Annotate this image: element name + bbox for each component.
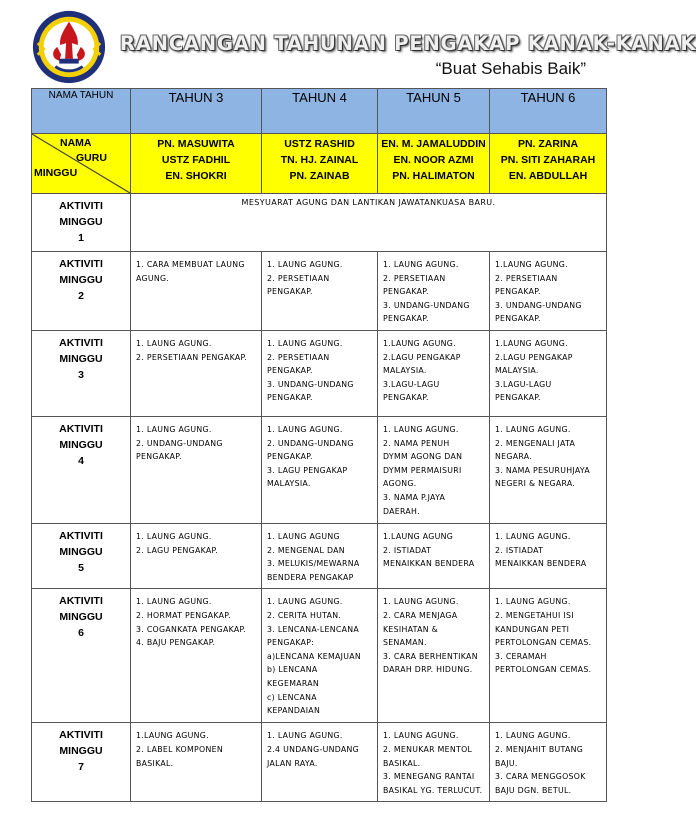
week-label-line: MINGGU — [59, 353, 103, 365]
activity-line: DYMM AGONG DAN — [383, 452, 463, 462]
week-label-line: MINGGU — [59, 546, 103, 558]
week-label-line: 1 — [78, 232, 84, 244]
week-label-line: MINGGU — [59, 216, 103, 228]
activity-line: 1.LAUNG AGUNG. — [136, 731, 209, 741]
activity-line: 2.LAGU PENGAKAP — [383, 352, 461, 362]
activity-line: 2. MENGENALI JATA — [495, 438, 576, 448]
week-label-line: 5 — [78, 562, 84, 574]
activity-line: MALAYSIA. — [267, 479, 311, 489]
year-header-row — [32, 89, 607, 134]
activity-cell-year-4 — [262, 331, 378, 417]
activity-line: PENGAKAP. — [495, 287, 541, 297]
activity-line: 3. CERAMAH — [495, 651, 547, 661]
activity-line: 2. MENGENAL DAN — [267, 545, 345, 555]
week-row-5 — [32, 524, 607, 589]
activity-line: 2. NAMA PENUH — [383, 438, 450, 448]
activity-cell-year-5 — [378, 723, 490, 802]
activity-line: 2. PERSETIAAN — [495, 273, 558, 283]
activity-line: NEGERI & NEGARA. — [495, 479, 576, 489]
activity-line: PENGAKAP. — [383, 314, 429, 324]
activity-cell-year-6 — [490, 252, 607, 331]
activity-line: KANDUNGAN PETI — [495, 624, 570, 634]
activity-cell-year-6 — [490, 524, 607, 589]
activity-line: 4. BAJU PENGAKAP. — [136, 638, 216, 648]
week-label-line: AKTIVITI — [59, 423, 103, 435]
activity-line: MENAIKKAN BENDERA — [495, 559, 587, 569]
activity-line: PENGAKAP. — [383, 287, 429, 297]
activity-line: 2. MENUKAR MENTOL — [383, 744, 473, 754]
week-label-line: AKTIVITI — [59, 595, 103, 608]
activity-line: 1. LAUNG AGUNG — [267, 532, 340, 541]
teacher-name: EN. NOOR AZMI — [393, 154, 474, 166]
activity-line: PERTOLONGAN CEMAS. — [495, 665, 592, 675]
corner-label-nama: NAMA — [60, 137, 92, 149]
activity-line: 1. LAUNG AGUNG. — [136, 532, 212, 541]
activity-line: 3. LENCANA-LENCANA — [267, 624, 360, 634]
activity-line: b) LENCANA — [267, 665, 318, 675]
week-label — [32, 589, 131, 723]
week-label-line: AKTIVITI — [59, 258, 103, 270]
week-label-line: AKTIVITI — [59, 729, 103, 742]
activity-line: 1.LAUNG AGUNG. — [495, 260, 568, 269]
activity-line: 1. LAUNG AGUNG. — [495, 731, 571, 741]
activity-cell-year-3 — [131, 589, 262, 723]
activity-line: 3. LAGU PENGAKAP — [267, 465, 348, 475]
activity-line: 1. LAUNG AGUNG. — [267, 260, 343, 269]
activity-cell-year-3 — [131, 723, 262, 802]
activity-line: 3. UNDANG-UNDANG — [267, 379, 354, 389]
activity-line: MENAIKKAN BENDERA — [383, 559, 475, 569]
activity-line: JALAN RAYA. — [267, 758, 318, 768]
activity-cell-year-5 — [378, 589, 490, 723]
column-header-year-5: TAHUN 5 — [378, 89, 490, 134]
week-label-line: MINGGU — [59, 439, 103, 451]
activity-cell-year-6 — [490, 417, 607, 524]
week-row-2 — [32, 252, 607, 331]
activity-line: PENGAKAP. — [267, 366, 313, 376]
activity-line: c) LENCANA — [267, 692, 317, 702]
activity-line: 1. LAUNG AGUNG. — [267, 597, 343, 607]
activity-line: 3. UNDANG-UNDANG — [495, 300, 582, 310]
activity-line: BAJU. — [495, 758, 518, 768]
activity-line: 3. UNDANG-UNDANG — [383, 300, 470, 310]
activity-cell-year-4 — [262, 417, 378, 524]
activity-cell-year-5 — [378, 417, 490, 524]
week-label-line: AKTIVITI — [59, 200, 103, 212]
activity-cell-year-3 — [131, 252, 262, 331]
activity-line: 2. ISTIADAT — [495, 545, 544, 555]
week-label — [32, 524, 131, 589]
motto-text: “Buat Sehabis Baik” — [435, 59, 586, 78]
activity-cell-year-3 — [131, 331, 262, 417]
activity-line: PERTOLONGAN CEMAS. — [495, 638, 592, 648]
activity-line: PENGAKAP. — [383, 393, 429, 403]
activity-line: 2. UNDANG-UNDANG — [267, 438, 354, 448]
teacher-name: PN. MASUWITA — [157, 138, 235, 150]
activity-cell-year-4 — [262, 589, 378, 723]
week-row-4 — [32, 417, 607, 524]
activity-line: 3. COGANKATA PENGAKAP. — [136, 624, 247, 634]
week-label-line: 3 — [78, 369, 84, 381]
teacher-name: EN. M. JAMALUDDIN — [381, 138, 486, 150]
activity-line: 2. MENGETAHUI ISI — [495, 610, 574, 620]
activity-line: 2.4 UNDANG-UNDANG — [267, 744, 360, 754]
teacher-name: USTZ FADHIL — [161, 154, 231, 166]
teacher-name: PN. HALIMATON — [392, 170, 475, 182]
activity-line: PENGAKAP. — [495, 314, 541, 324]
week-label — [32, 331, 131, 417]
column-header-year-6: TAHUN 6 — [490, 89, 607, 134]
activity-line: 3. MELUKIS/MEWARNA — [267, 559, 360, 569]
activity-line: 2. UNDANG-UNDANG — [136, 438, 223, 448]
teachers-year-4 — [262, 134, 378, 194]
activity-cell-year-4 — [262, 252, 378, 331]
activity-line: 1.LAUNG AGUNG. — [495, 339, 568, 348]
activity-line: 3.LAGU-LAGU — [383, 379, 440, 389]
week-label-line: 7 — [78, 761, 84, 774]
week-label-line: AKTIVITI — [59, 530, 103, 542]
week-1-activity: MESYUARAT AGUNG DAN LANTIKAN JAWATANKUASA BARU. — [131, 194, 607, 252]
activity-line: 3. CARA BERHENTIKAN — [383, 651, 478, 661]
week-label — [32, 417, 131, 524]
activity-line: 3. MENEGANG RANTAI — [383, 772, 475, 782]
activity-line: KEGEMARAN — [267, 678, 320, 688]
activity-cell-year-3 — [131, 417, 262, 524]
week-label-line: AKTIVITI — [59, 337, 103, 349]
activity-line: 2. ISTIADAT — [383, 545, 432, 555]
activity-line: 1. LAUNG AGUNG. — [383, 425, 459, 434]
activity-line: 3. NAMA P.JAYA — [383, 492, 446, 502]
activity-line: 2. CERITA HUTAN. — [267, 610, 342, 620]
activity-line: 2. HORMAT PENGAKAP. — [136, 610, 231, 620]
activity-line: 2. LABEL KOMPONEN — [136, 744, 223, 754]
activity-line: 1. LAUNG AGUNG. — [495, 532, 571, 541]
activity-cell-year-4 — [262, 524, 378, 589]
activity-line: BENDERA PENGAKAP — [267, 572, 354, 582]
activity-line: AGONG. — [383, 479, 417, 489]
activity-line: 1.LAUNG AGUNG — [383, 532, 454, 541]
week-row-1 — [32, 194, 607, 252]
teacher-name: USTZ RASHID — [284, 138, 355, 150]
activity-line: KEPANDAIAN — [267, 706, 321, 716]
week-label-line: 4 — [78, 455, 84, 467]
activity-line: 3. NAMA PESURUHJAYA — [495, 465, 590, 475]
activity-line: 2. PERSETIAAN — [383, 273, 446, 283]
activity-line: 3. CARA MENGGOSOK — [495, 772, 586, 782]
activity-line: 1. LAUNG AGUNG. — [495, 425, 571, 434]
activity-line: BAJU DGN. BETUL. — [495, 785, 572, 795]
week-label-line: 2 — [78, 290, 84, 302]
activity-line: 2. PERSETIAAN — [267, 352, 330, 362]
activity-line: 2.LAGU PENGAKAP — [495, 352, 573, 362]
year-corner-label: NAMA TAHUN — [32, 89, 131, 134]
week-label — [32, 252, 131, 331]
activity-line: 1. LAUNG AGUNG. — [383, 731, 459, 741]
page-title: RANCANGAN TAHUNAN PENGAKAP KANAK-KANAK — [120, 32, 696, 55]
activity-line: PENGAKAP. — [136, 452, 182, 462]
activity-line: PENGAKAP. — [267, 452, 313, 462]
week-row-6 — [32, 589, 607, 723]
activity-line: BASIKAL. — [136, 758, 174, 768]
activity-line: a)LENCANA KEMAJUAN — [267, 651, 362, 661]
week-row-3 — [32, 331, 607, 417]
activity-line: BASIKAL YG. TERLUCUT. — [383, 785, 483, 795]
activity-line: PENGAKAP. — [495, 393, 541, 403]
teacher-corner-cell — [32, 134, 131, 194]
activity-line: DYMM PERMAISURI — [383, 465, 462, 475]
column-header-year-3: TAHUN 3 — [131, 89, 262, 134]
teacher-row — [32, 134, 607, 194]
activity-line: 1. LAUNG AGUNG. — [383, 597, 459, 607]
activity-line: 1. LAUNG AGUNG. — [267, 731, 343, 741]
activity-line: PENGAKAP: — [267, 638, 315, 648]
activity-line: 1. LAUNG AGUNG. — [495, 597, 571, 607]
activity-cell-year-6 — [490, 589, 607, 723]
activity-line: NEGARA. — [495, 452, 533, 462]
activity-line: 1. LAUNG AGUNG. — [136, 339, 212, 348]
activity-line: PENGAKAP. — [267, 287, 313, 297]
corner-label-minggu: MINGGU — [34, 167, 78, 179]
activity-cell-year-4 — [262, 723, 378, 802]
activity-line: DARAH DRP. HIDUNG. — [383, 665, 473, 675]
teacher-name: TN. HJ. ZAINAL — [280, 154, 359, 166]
teacher-name: EN. SHOKRI — [165, 170, 227, 182]
activity-line: 1. CARA MEMBUAT LAUNG — [136, 260, 245, 269]
week-label-line: 6 — [78, 627, 84, 640]
page-header — [0, 0, 696, 88]
activity-cell-year-6 — [490, 331, 607, 417]
teacher-name: PN. ZARINA — [517, 138, 579, 150]
week-label-line: MINGGU — [59, 745, 103, 758]
teachers-year-3 — [131, 134, 262, 194]
activity-line: MALAYSIA. — [495, 366, 539, 376]
week-label — [32, 194, 131, 252]
activity-line: 1. LAUNG AGUNG. — [136, 597, 212, 607]
teacher-name: PN. SITI ZAHARAH — [500, 154, 596, 166]
activity-line: 1.LAUNG AGUNG. — [383, 339, 456, 348]
activity-line: 1. LAUNG AGUNG. — [267, 339, 343, 348]
activity-line: 2. LAGU PENGAKAP. — [136, 545, 219, 555]
teachers-year-5 — [378, 134, 490, 194]
activity-line: 2. PERSETIAAN PENGAKAP. — [136, 352, 248, 362]
week-label — [32, 723, 131, 802]
activity-line: 1. LAUNG AGUNG. — [383, 260, 459, 269]
activity-cell-year-5 — [378, 524, 490, 589]
activity-cell-year-5 — [378, 331, 490, 417]
activity-line: SENAMAN. — [383, 638, 427, 648]
column-header-year-4: TAHUN 4 — [262, 89, 378, 134]
teachers-year-6 — [490, 134, 607, 194]
activity-line: BASIKAL. — [383, 758, 421, 768]
week-row-7 — [32, 723, 607, 802]
activity-line: 3.LAGU-LAGU — [495, 379, 552, 389]
scout-emblem-logo — [30, 8, 108, 86]
activity-line: 2. CARA MENJAGA — [383, 610, 458, 620]
activity-line: 1. LAUNG AGUNG. — [136, 425, 212, 434]
teacher-name: EN. ABDULLAH — [508, 170, 588, 182]
activity-line: 2. MENJAHIT BUTANG — [495, 744, 584, 754]
week-label-line: MINGGU — [59, 274, 103, 286]
activity-cell-year-6 — [490, 723, 607, 802]
annual-plan-table — [31, 88, 607, 802]
activity-line: AGUNG. — [136, 273, 170, 283]
activity-line: 2. PERSETIAAN — [267, 273, 330, 283]
week-label-line: MINGGU — [59, 611, 103, 624]
teacher-name: PN. ZAINAB — [289, 170, 350, 182]
corner-label-guru: GURU — [76, 152, 107, 164]
activity-line: PENGAKAP. — [267, 393, 313, 403]
activity-line: MALAYSIA. — [383, 366, 427, 376]
activity-line: 1. LAUNG AGUNG. — [267, 425, 343, 434]
activity-line: KESIHATAN & — [383, 624, 439, 634]
activity-line: DAERAH. — [383, 506, 420, 516]
activity-cell-year-5 — [378, 252, 490, 331]
activity-cell-year-3 — [131, 524, 262, 589]
